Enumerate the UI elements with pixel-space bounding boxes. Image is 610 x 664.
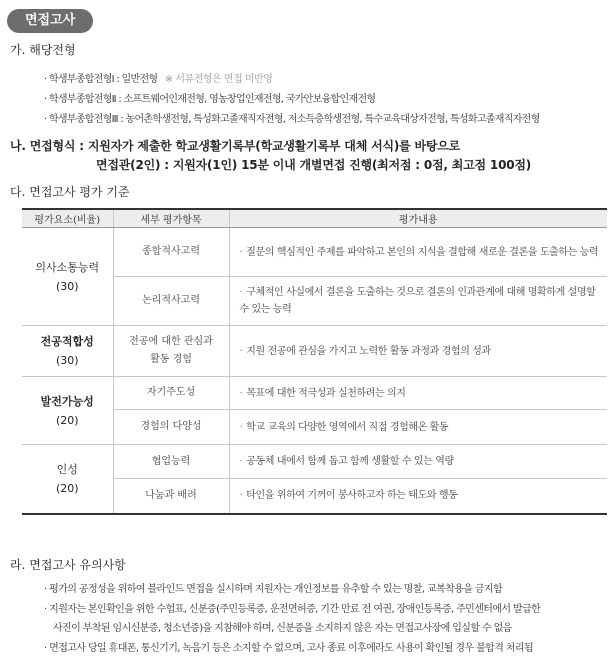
evaluation-criteria-table xyxy=(22,208,607,515)
item-cell: 전공에 대한 관심과 활동 경험 xyxy=(113,326,229,377)
area-name: 인성 xyxy=(56,462,78,476)
item-cell: 나눔과 배려 xyxy=(113,479,229,514)
desc-cell xyxy=(229,277,607,326)
bullet: · xyxy=(239,246,243,258)
desc-cell xyxy=(229,445,607,479)
table-row xyxy=(22,377,607,410)
caution-line-2: · 지원자는 본인확인을 위한 수험표, 신분증(주민등록증, 운전면허증, 기간 만료 전 여권, 장애인등록증, 주민센터에서 발급한 xyxy=(44,604,541,615)
area-cell xyxy=(22,228,113,326)
interview-format-line-2: 면접관(2인) : 지원자(1인) 15분 이내 개별면접 진행(최저점 : 0점, 최고점 100점) xyxy=(96,158,532,172)
area-cell xyxy=(22,445,113,514)
item-cell: 논리적사고력 xyxy=(113,277,229,326)
header-item: 세부 평가항목 xyxy=(113,209,229,228)
area-ratio: (20) xyxy=(55,413,79,427)
desc-cell xyxy=(229,377,607,410)
caution-line-4: · 면접고사 당일 휴대폰, 통신기기, 녹음기 등은 소지할 수 없으며, 고사 종료 이후에라도 사용이 확인될 경우 불합격 처리됨 xyxy=(44,643,534,654)
desc-cell xyxy=(229,326,607,377)
desc-text: 질문의 핵심적인 주제를 파악하고 본인의 지식을 결합해 새로운 결론을 도출하는 능력 xyxy=(246,246,599,258)
desc-text: 지원 전공에 관심을 가지고 노력한 활동 과정과 경험의 성과 xyxy=(246,345,491,357)
desc-text: 구체적인 사실에서 결론을 도출하는 것으로 결론의 인과관계에 대해 명확하게 설명할 수 있는 능력 xyxy=(239,287,596,315)
bullet: · xyxy=(239,387,243,399)
admission-type-line-2: · 학생부종합전형Ⅱ : 소프트웨어인재전형, 영농창업인재전형, 국가안보융합인재전형 xyxy=(44,94,376,105)
item-cell: 자기주도성 xyxy=(113,377,229,410)
desc-text: 공동체 내에서 함께 돕고 함께 생활할 수 있는 역량 xyxy=(246,456,454,467)
table-header-row xyxy=(22,209,607,228)
area-ratio: (30) xyxy=(55,279,79,293)
bullet: · xyxy=(239,287,243,298)
area-name: 발전가능성 xyxy=(40,394,94,408)
header-area: 평가요소(비율) xyxy=(22,209,113,228)
desc-text: 타인을 위하여 기꺼이 봉사하고자 하는 태도와 행동 xyxy=(246,490,458,502)
desc-cell xyxy=(229,228,607,277)
section-a-title: 가. 해당전형 xyxy=(10,43,76,57)
page-badge: 면접고사 xyxy=(7,9,93,33)
section-d-title: 라. 면접고사 유의사항 xyxy=(10,558,126,572)
desc-text: 목표에 대한 적극성과 실천하려는 의지 xyxy=(246,387,406,399)
bullet: · xyxy=(239,421,243,433)
admission-type-note: ※ 서류전형은 면접 미반영 xyxy=(164,74,273,85)
bullet: · xyxy=(239,490,243,502)
area-name: 의사소통능력 xyxy=(35,260,100,274)
caution-line-1: · 평가의 공정성을 위하여 블라인드 면접을 실시하며 지원자는 개인정보를 유추할 수 있는 명찰, 교복착용을 금지함 xyxy=(44,584,503,595)
caution-line-3: 사진이 부착된 임시신분증, 청소년증)을 지참해야 하며, 신분증을 소지하지 않은 자는 면접고사장에 입실할 수 없음 xyxy=(53,623,512,634)
item-cell: 경험의 다양성 xyxy=(113,410,229,445)
admission-type-line-1 xyxy=(44,70,272,85)
table-row xyxy=(22,228,607,277)
item-cell: 협업능력 xyxy=(113,445,229,479)
admission-type-text: · 학생부종합전형Ⅰ : 일반전형 xyxy=(44,74,158,85)
area-name: 전공적합성 xyxy=(40,335,94,348)
section-c-title: 다. 면접고사 평가 기준 xyxy=(10,185,130,199)
desc-cell xyxy=(229,479,607,514)
area-cell xyxy=(22,326,113,377)
desc-cell xyxy=(229,410,607,445)
table-row xyxy=(22,445,607,479)
bullet: · xyxy=(239,456,243,467)
header-desc: 평가내용 xyxy=(229,209,607,228)
bullet: · xyxy=(239,345,243,357)
interview-format-line-1: 나. 면접형식 : 지원자가 제출한 학교생활기록부(학교생활기록부 대체 서식)를 바탕으로 xyxy=(10,139,461,153)
admission-type-line-3: · 학생부종합전형Ⅲ : 농어촌학생전형, 특성화고졸재직자전형, 저소득층학생전형, 특수교육대상자전형, 특성화고졸재직자전형 xyxy=(44,114,540,125)
item-cell: 종합적사고력 xyxy=(113,228,229,277)
area-ratio: (20) xyxy=(55,481,79,495)
area-ratio: (30) xyxy=(55,354,79,367)
table-row xyxy=(22,326,607,377)
desc-text: 학교 교육의 다양한 영역에서 직접 경험해온 활동 xyxy=(246,421,449,433)
area-cell xyxy=(22,377,113,445)
